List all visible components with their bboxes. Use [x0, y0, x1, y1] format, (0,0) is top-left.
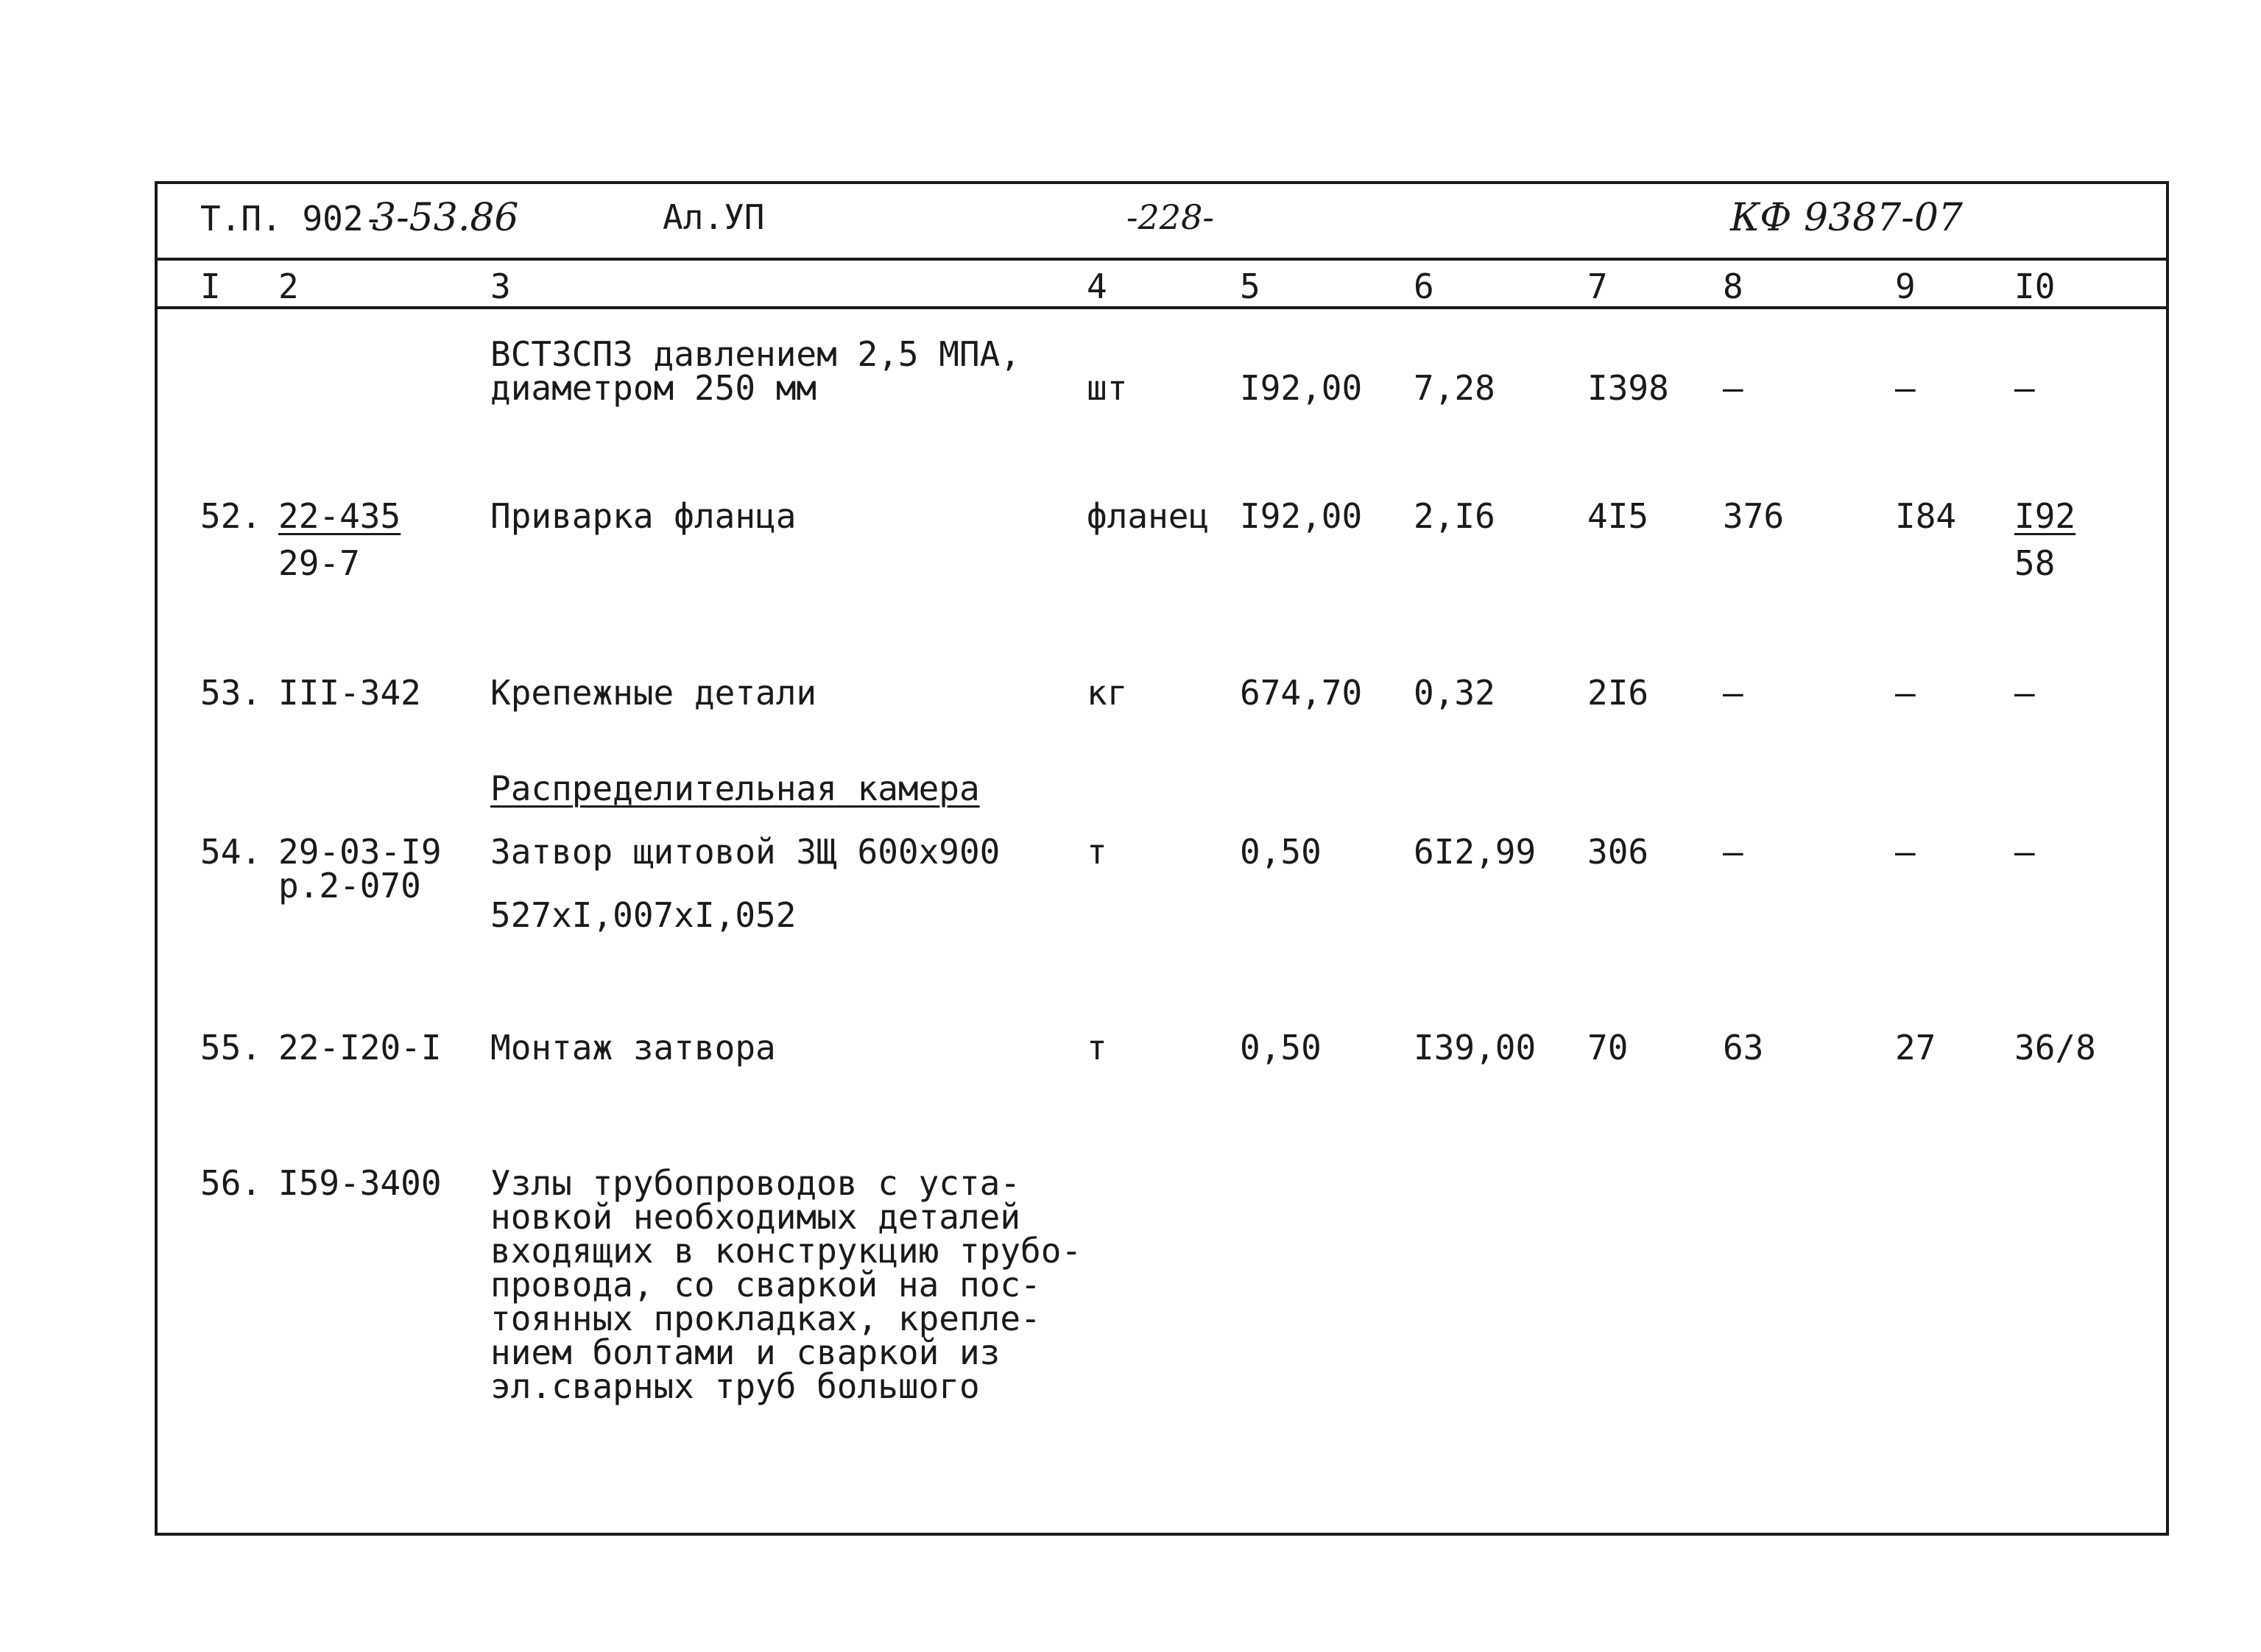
row-55-unit: т	[1087, 1028, 1107, 1067]
row-54-unit: т	[1087, 832, 1107, 872]
row-55-number: 55.	[200, 1028, 262, 1067]
row-53-col10: –	[2014, 673, 2035, 713]
row-52-unit: фланец	[1087, 496, 1210, 536]
row-53-col9: –	[1895, 673, 1916, 713]
row-53-col8: –	[1723, 673, 1743, 713]
row-54-col6: 6I2,99	[1414, 832, 1537, 872]
row-52-col10: I92	[2014, 496, 2076, 536]
doc-series: 3-53.86	[372, 196, 519, 240]
document-frame	[155, 181, 2169, 1536]
row-52-col5: I92,00	[1240, 496, 1363, 536]
row-54-col8: –	[1723, 832, 1743, 872]
row-54-col10: –	[2014, 832, 2035, 872]
row-54-description: Затвор щитовой ЗЩ 600х900	[490, 832, 1001, 872]
continuation-col8: –	[1723, 368, 1743, 408]
row-52-code-secondary: 29-7	[278, 543, 360, 583]
continuation-col5: I92,00	[1240, 368, 1363, 408]
row-55-col7: 70	[1587, 1028, 1629, 1067]
column-header-7: 7	[1587, 266, 1608, 306]
column-header-2: 2	[278, 266, 299, 306]
column-header-8: 8	[1723, 266, 1743, 306]
page-number: -228-	[1126, 197, 1214, 237]
row-52-col10-secondary: 58	[2014, 543, 2056, 583]
row-56-description: Узлы трубопроводов с уста- новкой необходимых деталей входящих в конструкцию трубо- провода, со сваркой на пос- тоянных прокладках, крепле- нием болтами и сваркой из эл.сварных труб большого	[490, 1163, 1082, 1406]
row-52-col8: 376	[1723, 496, 1785, 536]
row-54-col5: 0,50	[1240, 832, 1322, 872]
continuation-col10: –	[2014, 368, 2035, 408]
row-55-col8: 63	[1723, 1028, 1764, 1067]
row-53-col5: 674,70	[1240, 673, 1363, 713]
row-54-code: 29-03-I9	[278, 832, 442, 872]
row-55-col6: I39,00	[1414, 1028, 1537, 1067]
row-54-code-secondary: р.2-070	[278, 866, 421, 906]
row-53-code: III-342	[278, 673, 421, 713]
row-56-number: 56.	[200, 1163, 262, 1203]
row-52-description: Приварка фланца	[490, 496, 797, 536]
doc-prefix: Т.П. 902-	[200, 199, 384, 239]
continuation-col9: –	[1895, 368, 1916, 408]
section-title: Распределительная камера	[490, 769, 980, 808]
row-55-col10: 36/8	[2014, 1028, 2096, 1067]
column-header-1: I	[200, 266, 221, 306]
row-55-description: Монтаж затвора	[490, 1028, 776, 1067]
continuation-description: ВСТ3СП3 давлением 2,5 МПА, диаметром 250 мм	[490, 334, 1021, 408]
row-53-col6: 0,32	[1414, 673, 1495, 713]
album-label: Ал.УП	[663, 197, 765, 237]
header-divider	[155, 258, 2169, 261]
column-header-9: 9	[1895, 266, 1916, 306]
row-56-code: I59-3400	[278, 1163, 442, 1203]
column-header-6: 6	[1414, 266, 1434, 306]
row-52-code: 22-435	[278, 496, 401, 536]
row-52-number: 52.	[200, 496, 262, 536]
row-55-col9: 27	[1895, 1028, 1936, 1067]
row-53-col7: 2I6	[1587, 673, 1649, 713]
row-52-col7: 4I5	[1587, 496, 1649, 536]
column-header-3: 3	[490, 266, 511, 306]
continuation-col6: 7,28	[1414, 368, 1495, 408]
row-53-description: Крепежные детали	[490, 673, 817, 713]
column-header-4: 4	[1087, 266, 1107, 306]
row-53-unit: кг	[1087, 673, 1128, 713]
row-54-number: 54.	[200, 832, 262, 872]
continuation-col7: I398	[1587, 368, 1669, 408]
row-52-col9: I84	[1895, 496, 1957, 536]
row-53-number: 53.	[200, 673, 262, 713]
row-52-col6: 2,I6	[1414, 496, 1495, 536]
row-55-code: 22-I20-I	[278, 1028, 442, 1067]
document-stamp: КФ 9387-07	[1730, 196, 1964, 240]
continuation-unit: шт	[1087, 368, 1128, 408]
row-54-col9: –	[1895, 832, 1916, 872]
column-header-divider	[155, 306, 2169, 309]
row-54-col7: 306	[1587, 832, 1649, 872]
row-55-col5: 0,50	[1240, 1028, 1322, 1067]
row-54-description-formula: 527хI,007хI,052	[490, 895, 797, 935]
column-header-5: 5	[1240, 266, 1260, 306]
column-header-10: I0	[2014, 266, 2056, 306]
